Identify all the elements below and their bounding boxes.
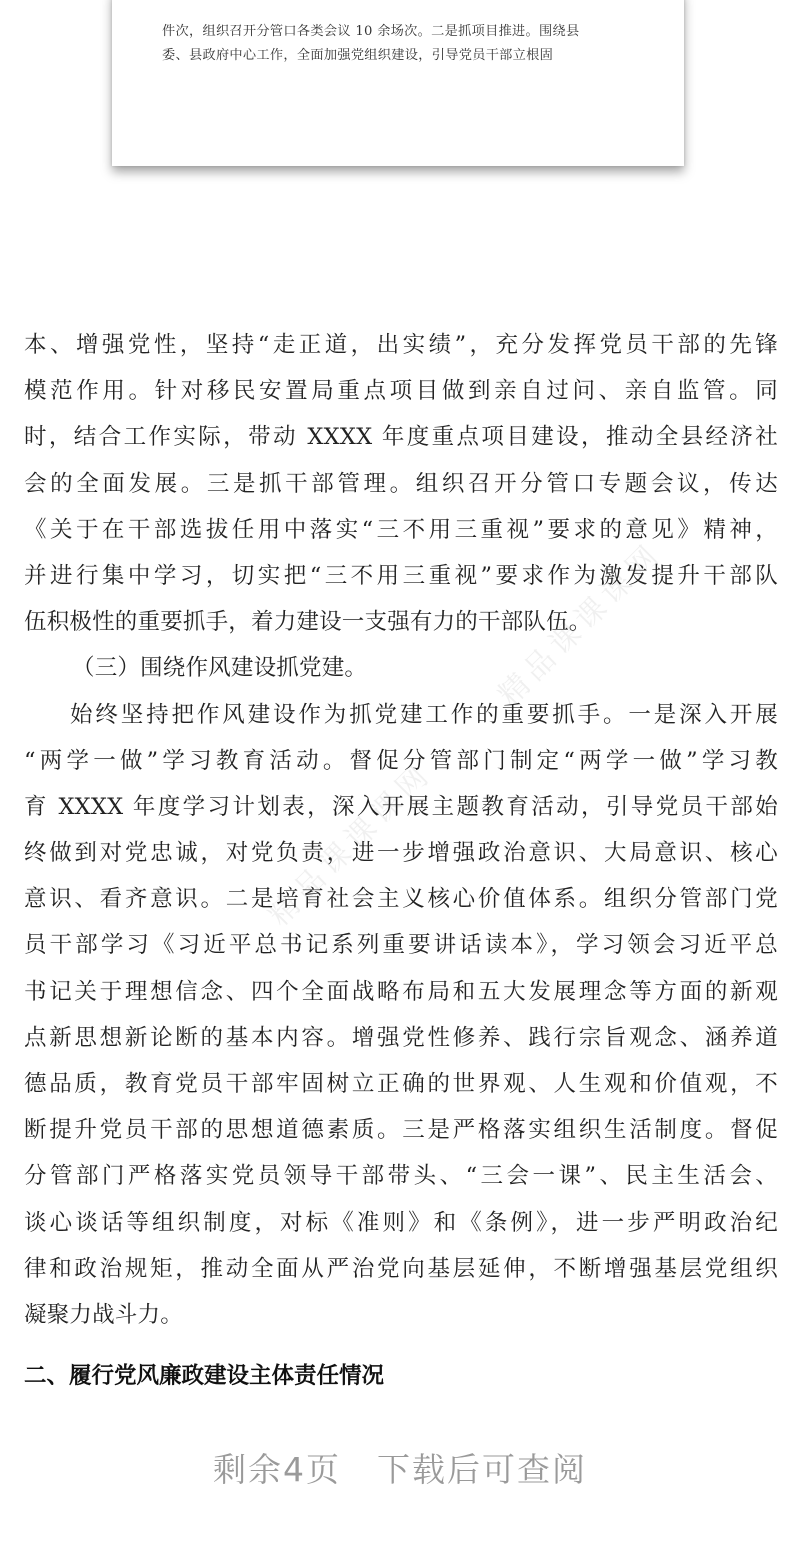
paragraph-line: 律和政治规矩，推动全面从严治党向基层延伸，不断增强基层党组织: [24, 1255, 778, 1282]
paragraph-line: 伍积极性的重要抓手，着力建设一支强有力的干部队伍。: [24, 609, 592, 636]
preview-line: 委、县政府中心工作，全面加强党组织建设，引导党员干部立根固: [162, 48, 554, 63]
download-to-read-more-button[interactable]: [0, 1444, 800, 1491]
paragraph-line: 断提升党员干部的思想道德素质。三是严格落实组织生活制度。督促: [24, 1117, 778, 1144]
paragraph-line: 并进行集中学习，切实把“三不用三重视”要求作为激发提升干部队: [24, 562, 778, 589]
preview-line: 件次，组织召开分管口各类会议 10 余场次。二是抓项目推进。围绕县: [162, 24, 580, 39]
paragraph-line: 分管部门严格落实党员领导干部带头、“三会一课”、民主生活会、: [24, 1163, 778, 1190]
paragraph-line: 始终坚持把作风建设作为抓党建工作的重要抓手。一是深入开展: [70, 701, 778, 728]
paragraph-line: 点新思想新论断的基本内容。增强党性修养、践行宗旨观念、涵养道: [24, 1024, 778, 1051]
paragraph-line: 时，结合工作实际，带动 XXXX 年度重点项目建设，推动全县经济社: [24, 424, 778, 451]
watermark: 精品课课课网: [491, 535, 670, 714]
previous-page-preview: [112, 0, 684, 166]
paragraph-line: 《关于在干部选拔任用中落实“三不用三重视”要求的意见》精神，: [24, 516, 778, 543]
paragraph-line: “两学一做”学习教育活动。督促分管部门制定“两学一做”学习教: [24, 747, 778, 774]
paragraph-line: 员干部学习《习近平总书记系列重要讲话读本》，学习领会习近平总: [24, 932, 778, 959]
download-label: 下载后可查阅: [377, 1450, 587, 1489]
paragraph-line: 德品质，教育党员干部牢固树立正确的世界观、人生观和价值观，不: [24, 1071, 778, 1097]
document-body: [24, 322, 778, 1338]
paragraph-line: 模范作用。针对移民安置局重点项目做到亲自过问、亲自监管。同: [24, 378, 778, 405]
paragraph-line: 终做到对党忠诚，对党负责，进一步增强政治意识、大局意识、核心: [24, 840, 778, 867]
paragraph-line: 本、增强党性，坚持“走正道，出实绩”，充分发挥党员干部的先锋: [24, 332, 778, 358]
section-heading: 二、履行党风廉政建设主体责任情况: [24, 1363, 385, 1389]
paragraph-line: 凝聚力战斗力。: [24, 1301, 183, 1328]
paragraph-line: 书记关于理想信念、四个全面战略布局和五大发展理念等方面的新观: [24, 978, 778, 1005]
paragraph-line: 意识、看齐意识。二是培育社会主义核心价值体系。组织分管部门党: [24, 886, 778, 913]
paragraph-line: 育 XXXX 年度学习计划表，深入开展主题教育活动，引导党员干部始: [24, 793, 778, 820]
paragraph-line: 会的全面发展。三是抓干部管理。组织召开分管口专题会议，传达: [24, 470, 778, 497]
watermark: 精品课课课网: [261, 755, 440, 934]
paragraph-line: 谈心谈话等组织制度，对标《准则》和《条例》，进一步严明政治纪: [24, 1209, 778, 1236]
pages-left-label: 剩余4页: [213, 1450, 341, 1489]
section-subheading: （三）围绕作风建设抓党建。: [72, 655, 368, 682]
